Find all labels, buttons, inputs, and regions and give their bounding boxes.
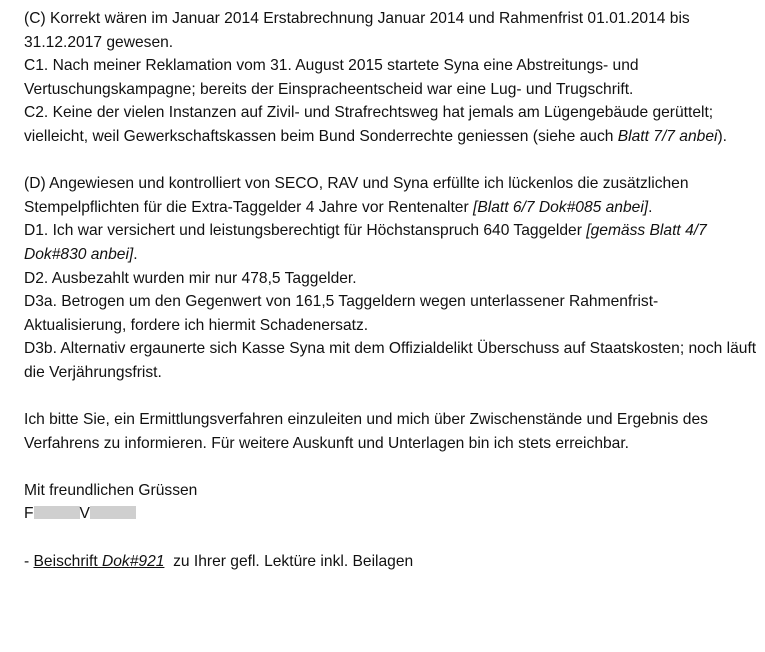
section-c2-text: C2. Keine der vielen Instanzen auf Zivil- und Strafrechtsweg hat jemals am Lügengebäude gerüttelt; vielleicht, weil Gewerkschaftskassen beim Bund Sonderrechte geniessen (siehe auch <box>24 104 714 145</box>
paragraph-gap <box>24 385 759 409</box>
enclosure-line <box>24 550 759 574</box>
section-d2: D2. Ausbezahlt wurden mir nur 478,5 Taggelder. <box>24 269 357 287</box>
section-d3a: D3a. Betrogen um den Gegenwert von 161,5 Taggeldern wegen unterlassener Rahmenfrist-Aktualisierung, fordere ich hiermit Schadenersatz. <box>24 293 659 334</box>
enclosure-link-reference: Dok#921 <box>102 552 165 570</box>
paragraph-gap <box>24 149 759 173</box>
section-d1 <box>24 219 759 266</box>
closing-greeting: Mit freundlichen Grüssen <box>24 481 198 499</box>
section-d-main <box>24 172 759 219</box>
section-d-main-end: . <box>648 198 653 216</box>
enclosure-suffix: zu Ihrer gefl. Lektüre inkl. Beilagen <box>164 552 414 570</box>
section-d-main-reference: [Blatt 6/7 Dok#085 anbei] <box>473 198 649 216</box>
section-c2-end: ). <box>717 127 727 145</box>
section-c1: C1. Nach meiner Reklamation vom 31. August 2015 startete Syna eine Abstreitungs- und Vertuschungskampagne; bereits der Einspracheentscheid war eine Lug- und Trugschrift. <box>24 57 639 98</box>
section-d-main-text: (D) Angewiesen und kontrolliert von SECO, RAV und Syna erfüllte ich lückenlos die zusätzlichen Stempelpflichten für die Extra-Taggelder 4 Jahre vor Rentenalter <box>24 175 689 216</box>
enclosure-prefix: - <box>24 552 34 570</box>
enclosure-link[interactable] <box>34 553 165 570</box>
paragraph-gap <box>24 455 759 479</box>
section-d3b: D3b. Alternativ ergaunerte sich Kasse Syna mit dem Offizialdelikt Überschuss auf Staatskosten; noch läuft die Verjährungsfrist. <box>24 340 757 381</box>
section-d1-reference: [gemäss Blatt 4/7 Dok#830 anbei] <box>24 222 707 263</box>
signature-initial-last: V <box>79 505 90 523</box>
enclosure-link-text: Beischrift <box>33 552 102 570</box>
redaction-box <box>90 506 136 519</box>
section-d1-text: D1. Ich war versichert und leistungsberechtigt für Höchstanspruch 640 Taggelder <box>24 222 587 240</box>
request-paragraph: Ich bitte Sie, ein Ermittlungsverfahren einzuleiten und mich über Zwischenstände und Ergebnis des Verfahrens zu informieren. Für weitere Auskunft und Unterlagen bin ich stets erreichbar. <box>24 411 708 452</box>
signature-line <box>24 502 759 526</box>
signature-initial-first: F <box>24 505 34 523</box>
section-c2 <box>24 101 759 148</box>
letter-body <box>24 7 759 573</box>
redaction-box <box>34 506 80 519</box>
section-d1-end: . <box>133 245 138 263</box>
section-c2-reference: Blatt 7/7 anbei <box>617 127 718 145</box>
paragraph-gap <box>24 526 759 550</box>
section-c-main: (C) Korrekt wären im Januar 2014 Erstabrechnung Januar 2014 und Rahmenfrist 01.01.2014 bis 31.12.2017 gewesen. <box>24 10 690 51</box>
